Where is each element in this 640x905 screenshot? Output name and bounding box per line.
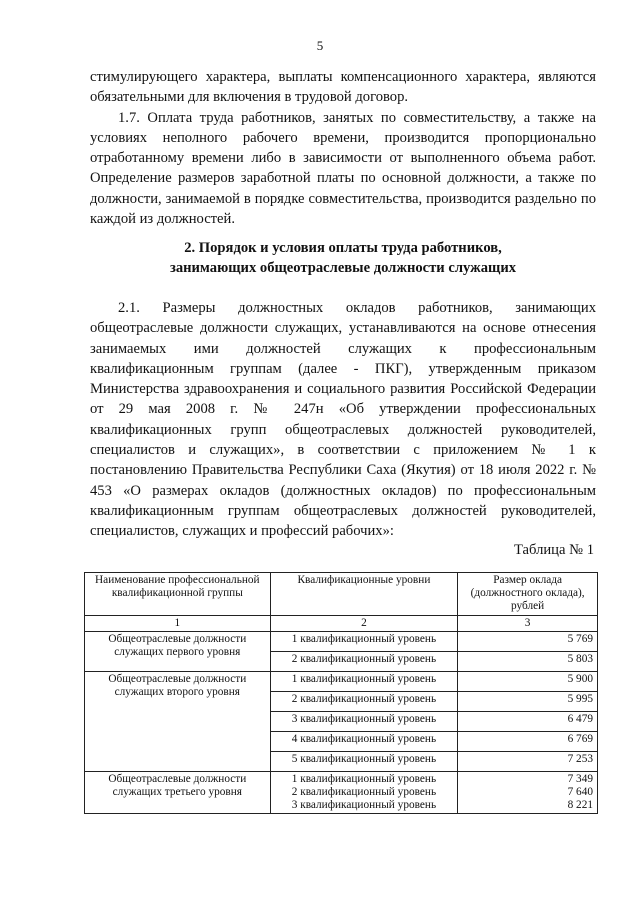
- section2-heading: [90, 238, 596, 279]
- column-number: 3: [458, 615, 598, 631]
- section2-text: [90, 298, 596, 542]
- salary-value: 5 900: [458, 671, 598, 691]
- salary-value-stack: [458, 771, 598, 814]
- salary-table: [84, 572, 598, 814]
- salary-value: 7 253: [458, 751, 598, 771]
- section2-heading-line1: 2. Порядок и условия оплаты труда работников,: [184, 240, 502, 256]
- qualification-level: 3 квалификационный уровень: [291, 799, 437, 812]
- group-name: Общеотраслевые должности служащих первого уровня: [85, 631, 271, 671]
- header-salary: Размер оклада (должностного оклада), рублей: [458, 573, 598, 616]
- table-caption: Таблица № 1: [514, 542, 594, 558]
- qualification-level: 1 квалификационный уровень: [270, 671, 458, 691]
- group-name: Общеотраслевые должности служащих второго уровня: [85, 671, 271, 771]
- header-qualification-levels: Квалификационные уровни: [270, 573, 458, 616]
- qualification-level: 2 квалификационный уровень: [291, 786, 437, 799]
- table-row: [85, 771, 598, 814]
- salary-value: 5 769: [458, 631, 598, 651]
- paragraph-continuation: стимулирующего характера, выплаты компенсационного характера, являются обязательными для включения в трудовой договор.: [90, 69, 596, 106]
- paragraph-1-7: 1.7. Оплата труда работников, занятых по совместительству, а также на условиях неполного рабочего времени, производится пропорционально отработанному времени либо в зависимости от выполненного объема работ. Определение размеров заработной платы по основной должности, а также по должности, занимаемой в порядке совместительства, производится раздельно по каждой из должностей.: [90, 109, 596, 228]
- qualification-level: 4 квалификационный уровень: [270, 731, 458, 751]
- qualification-level: 2 квалификационный уровень: [270, 651, 458, 671]
- qualification-level: 5 квалификационный уровень: [270, 751, 458, 771]
- table-column-numbers-row: [85, 615, 598, 631]
- table-row: [85, 631, 598, 651]
- qualification-level-stack: [270, 771, 458, 814]
- salary-value: 7 640: [567, 786, 593, 799]
- salary-value: 5 995: [458, 691, 598, 711]
- table-header-row: [85, 573, 598, 616]
- group-name: Общеотраслевые должности служащих третьего уровня: [85, 771, 271, 814]
- salary-value: 6 769: [458, 731, 598, 751]
- column-number: 1: [85, 615, 271, 631]
- section1-text: [90, 67, 596, 229]
- salary-value: 6 479: [458, 711, 598, 731]
- salary-value: 7 349: [567, 772, 593, 785]
- table-row: [85, 671, 598, 691]
- salary-value: 8 221: [567, 799, 593, 812]
- qualification-level: 1 квалификационный уровень: [270, 631, 458, 651]
- section2-heading-line2: занимающих общеотраслевые должности служащих: [169, 260, 517, 277]
- qualification-level: 3 квалификационный уровень: [270, 711, 458, 731]
- qualification-level: 2 квалификационный уровень: [270, 691, 458, 711]
- salary-value: 5 803: [458, 651, 598, 671]
- header-group-name: Наименование профессиональной квалификационной группы: [85, 573, 271, 616]
- qualification-level: 1 квалификационный уровень: [291, 772, 437, 785]
- column-number: 2: [270, 615, 458, 631]
- paragraph-2-1: 2.1. Размеры должностных окладов работников, занимающих общеотраслевые должности служащих, устанавливаются на основе отнесения занимаемых ими должностей служащих к профессиональным квалификационным группам (далее - ПКГ), утвержденным приказом Министерства здравоохранения и социального развития Российской Федерации от 29 мая 2008 г. № 247н «Об утверждении профессиональных квалификационных групп общеотраслевых должностей руководителей, специалистов и служащих», в соответствии с приложением № 1 к постановлению Правительства Республики Саха (Якутия) от 18 июля 2022 г. № 453 «О размерах окладов (должностных окладов) по профессиональным квалификационным группам общеотраслевых должностей руководителей, специалистов, служащих и профессий рабочих»:: [90, 300, 596, 540]
- page-number: 5: [316, 38, 324, 53]
